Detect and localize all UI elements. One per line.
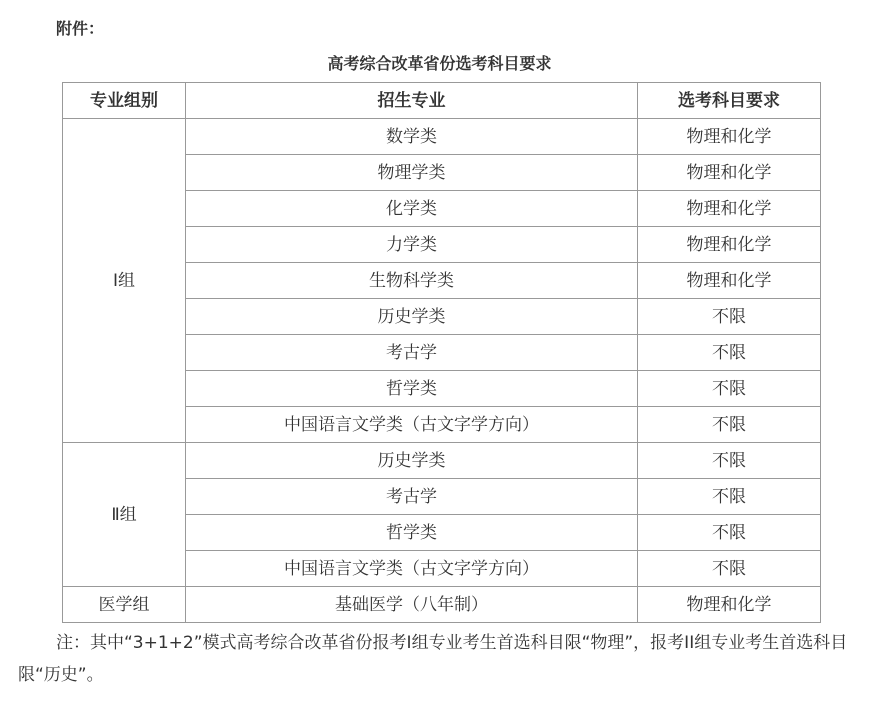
requirement-cell: 物理和化学 xyxy=(638,155,821,191)
major-cell: 中国语言文学类（古文字学方向） xyxy=(186,551,638,587)
footnote: 注：其中“3+1+2”模式高考综合改革省份报考I组专业考生首选科目限“物理”，报考II组专业考生首选科目限“历史”。 xyxy=(18,633,848,685)
header-major: 招生专业 xyxy=(186,83,638,119)
major-cell: 化学类 xyxy=(186,191,638,227)
requirement-cell: 不限 xyxy=(638,335,821,371)
major-cell: 中国语言文学类（古文字学方向） xyxy=(186,407,638,443)
major-cell: 哲学类 xyxy=(186,371,638,407)
table-row xyxy=(63,119,821,155)
table-row xyxy=(63,443,821,479)
table-header-row xyxy=(63,83,821,119)
major-cell: 数学类 xyxy=(186,119,638,155)
table-row xyxy=(63,587,821,623)
major-cell: 考古学 xyxy=(186,335,638,371)
major-cell: 物理学类 xyxy=(186,155,638,191)
requirement-cell: 物理和化学 xyxy=(638,263,821,299)
requirement-cell: 物理和化学 xyxy=(638,191,821,227)
group-cell: 医学组 xyxy=(63,587,186,623)
requirement-cell: 物理和化学 xyxy=(638,227,821,263)
requirement-cell: 不限 xyxy=(638,479,821,515)
major-cell: 历史学类 xyxy=(186,443,638,479)
header-group: 专业组别 xyxy=(63,83,186,119)
group-cell: Ⅰ组 xyxy=(63,119,186,443)
requirement-cell: 不限 xyxy=(638,551,821,587)
requirement-cell: 不限 xyxy=(638,443,821,479)
major-cell: 基础医学（八年制） xyxy=(186,587,638,623)
requirement-cell: 不限 xyxy=(638,407,821,443)
major-cell: 考古学 xyxy=(186,479,638,515)
major-cell: 哲学类 xyxy=(186,515,638,551)
header-requirement: 选考科目要求 xyxy=(638,83,821,119)
group-cell: Ⅱ组 xyxy=(63,443,186,587)
subject-requirements-table xyxy=(62,82,821,623)
requirement-cell: 物理和化学 xyxy=(638,119,821,155)
major-cell: 力学类 xyxy=(186,227,638,263)
requirement-cell: 物理和化学 xyxy=(638,587,821,623)
major-cell: 生物科学类 xyxy=(186,263,638,299)
requirement-cell: 不限 xyxy=(638,515,821,551)
requirement-cell: 不限 xyxy=(638,371,821,407)
requirement-cell: 不限 xyxy=(638,299,821,335)
major-cell: 历史学类 xyxy=(186,299,638,335)
attachment-label: 附件： xyxy=(56,19,105,38)
table-title: 高考综合改革省份选考科目要求 xyxy=(327,54,552,73)
